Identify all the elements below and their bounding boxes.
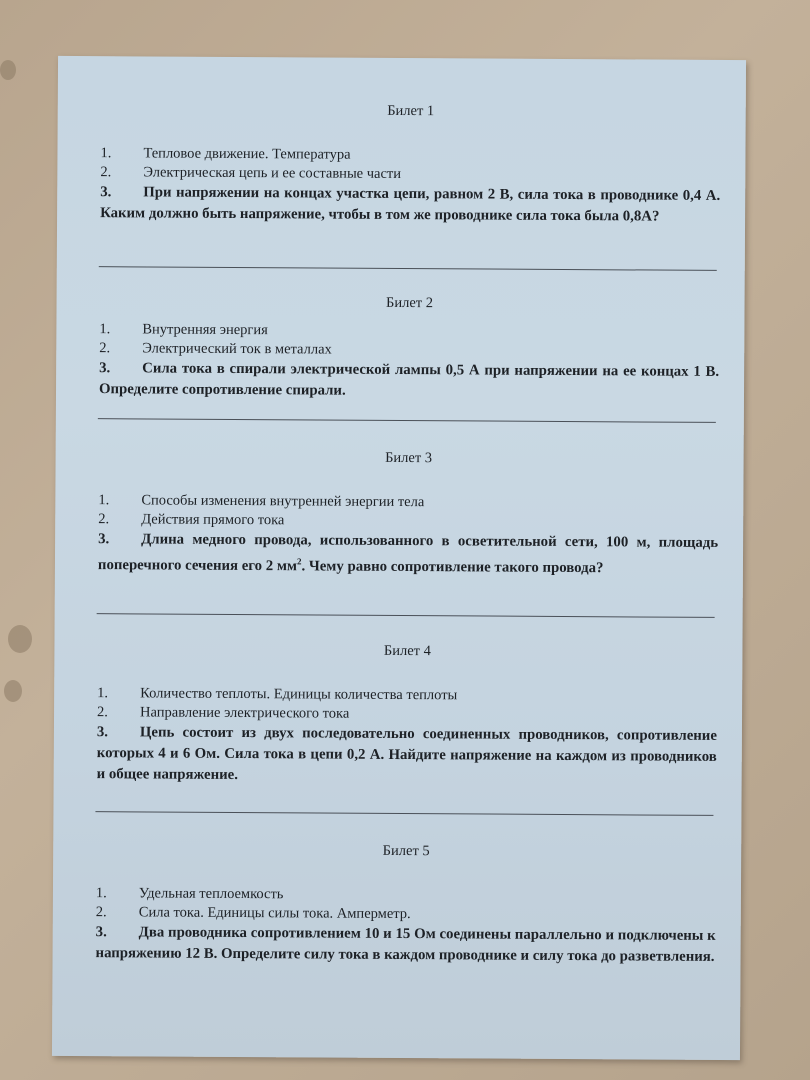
ticket-2 bbox=[99, 293, 720, 404]
question-text: Электрическая цепь и ее составные части bbox=[143, 164, 402, 183]
divider-line bbox=[97, 613, 715, 618]
question-text: Внутренняя энергия bbox=[142, 321, 268, 339]
question-text: Электрический ток в металлах bbox=[142, 340, 332, 358]
problem-number: 3. bbox=[100, 184, 112, 201]
problem-3 bbox=[97, 722, 717, 789]
problem-3 bbox=[99, 358, 719, 404]
question-number: 2. bbox=[97, 704, 108, 721]
problem-text-end: . Чему равно сопротивление такого провода? bbox=[301, 558, 604, 577]
divider-line bbox=[98, 418, 716, 423]
question-text: Тепловое движение. Температура bbox=[143, 145, 351, 163]
question-text: Действия прямого тока bbox=[141, 511, 285, 529]
question-number: 1. bbox=[98, 492, 110, 509]
problem-number: 3. bbox=[98, 531, 110, 548]
ticket-1 bbox=[100, 101, 721, 228]
ticket-3 bbox=[98, 448, 719, 580]
question-text: Способы изменения внутренней энергии тела bbox=[141, 492, 425, 511]
ticket-title: Билет 5 bbox=[382, 842, 430, 860]
ticket-4 bbox=[97, 641, 718, 789]
wall-stain bbox=[8, 625, 32, 653]
problem-text: Два проводника сопротивлением 10 и 15 Ом соединены параллельно и подключены к напряжению 12 В. Определите силу тока в каждом проводнике и силу тока до разветвления. bbox=[95, 924, 716, 965]
ticket-5 bbox=[96, 841, 717, 968]
problem-number: 3. bbox=[99, 360, 111, 377]
exam-sheet bbox=[52, 56, 746, 1060]
question-number: 2. bbox=[99, 340, 111, 357]
wall-stain bbox=[4, 680, 22, 702]
problem-3 bbox=[100, 182, 720, 228]
question-number: 1. bbox=[99, 321, 111, 338]
ticket-title: Билет 1 bbox=[387, 102, 435, 120]
question-number: 1. bbox=[95, 885, 107, 902]
question-text: Количество теплоты. Единицы количества теплоты bbox=[140, 685, 458, 704]
problem-number: 3. bbox=[95, 924, 107, 941]
ticket-title: Билет 3 bbox=[385, 449, 433, 467]
problem-text: Длина медного провода, использованного в осветительной сети, 100 м, площадь поперечного сечения его 2 мм bbox=[97, 531, 719, 575]
problem-3 bbox=[96, 922, 716, 968]
divider-line bbox=[95, 811, 713, 816]
question-number: 1. bbox=[97, 685, 109, 702]
superscript-two: 2 bbox=[297, 556, 302, 567]
question-text: Удельная теплоемкость bbox=[138, 885, 284, 903]
wall-stain bbox=[0, 60, 16, 80]
problem-text: Цепь состоит из двух последовательно соединенных проводников, сопротивление которых 4 и 6 Ом. Сила тока в цепи 0,2 А. Найдите напряжение на каждом из проводников и общее напряжение. bbox=[96, 724, 717, 784]
ticket-title: Билет 4 bbox=[383, 642, 431, 660]
question-number: 2. bbox=[100, 164, 112, 181]
problem-text: При напряжении на концах участка цепи, равном 2 В, сила тока в проводнике 0,4 А. Каким должно быть напряжение, чтобы в том же проводнике сила тока была 0,8А? bbox=[100, 184, 721, 225]
question-text: Направление электрического тока bbox=[140, 704, 350, 722]
question-number: 2. bbox=[95, 904, 107, 921]
question-number: 1. bbox=[100, 145, 112, 162]
problem-3 bbox=[98, 529, 718, 580]
divider-line bbox=[99, 266, 717, 271]
question-text: Сила тока. Единицы силы тока. Амперметр. bbox=[138, 904, 411, 923]
problem-text: Сила тока в спирали электрической лампы 0,5 А при напряжении на ее концах 1 В. Определите сопротивление спирали. bbox=[98, 360, 720, 399]
question-number: 2. bbox=[98, 511, 110, 528]
ticket-title: Билет 2 bbox=[386, 294, 434, 312]
problem-number: 3. bbox=[96, 724, 109, 741]
